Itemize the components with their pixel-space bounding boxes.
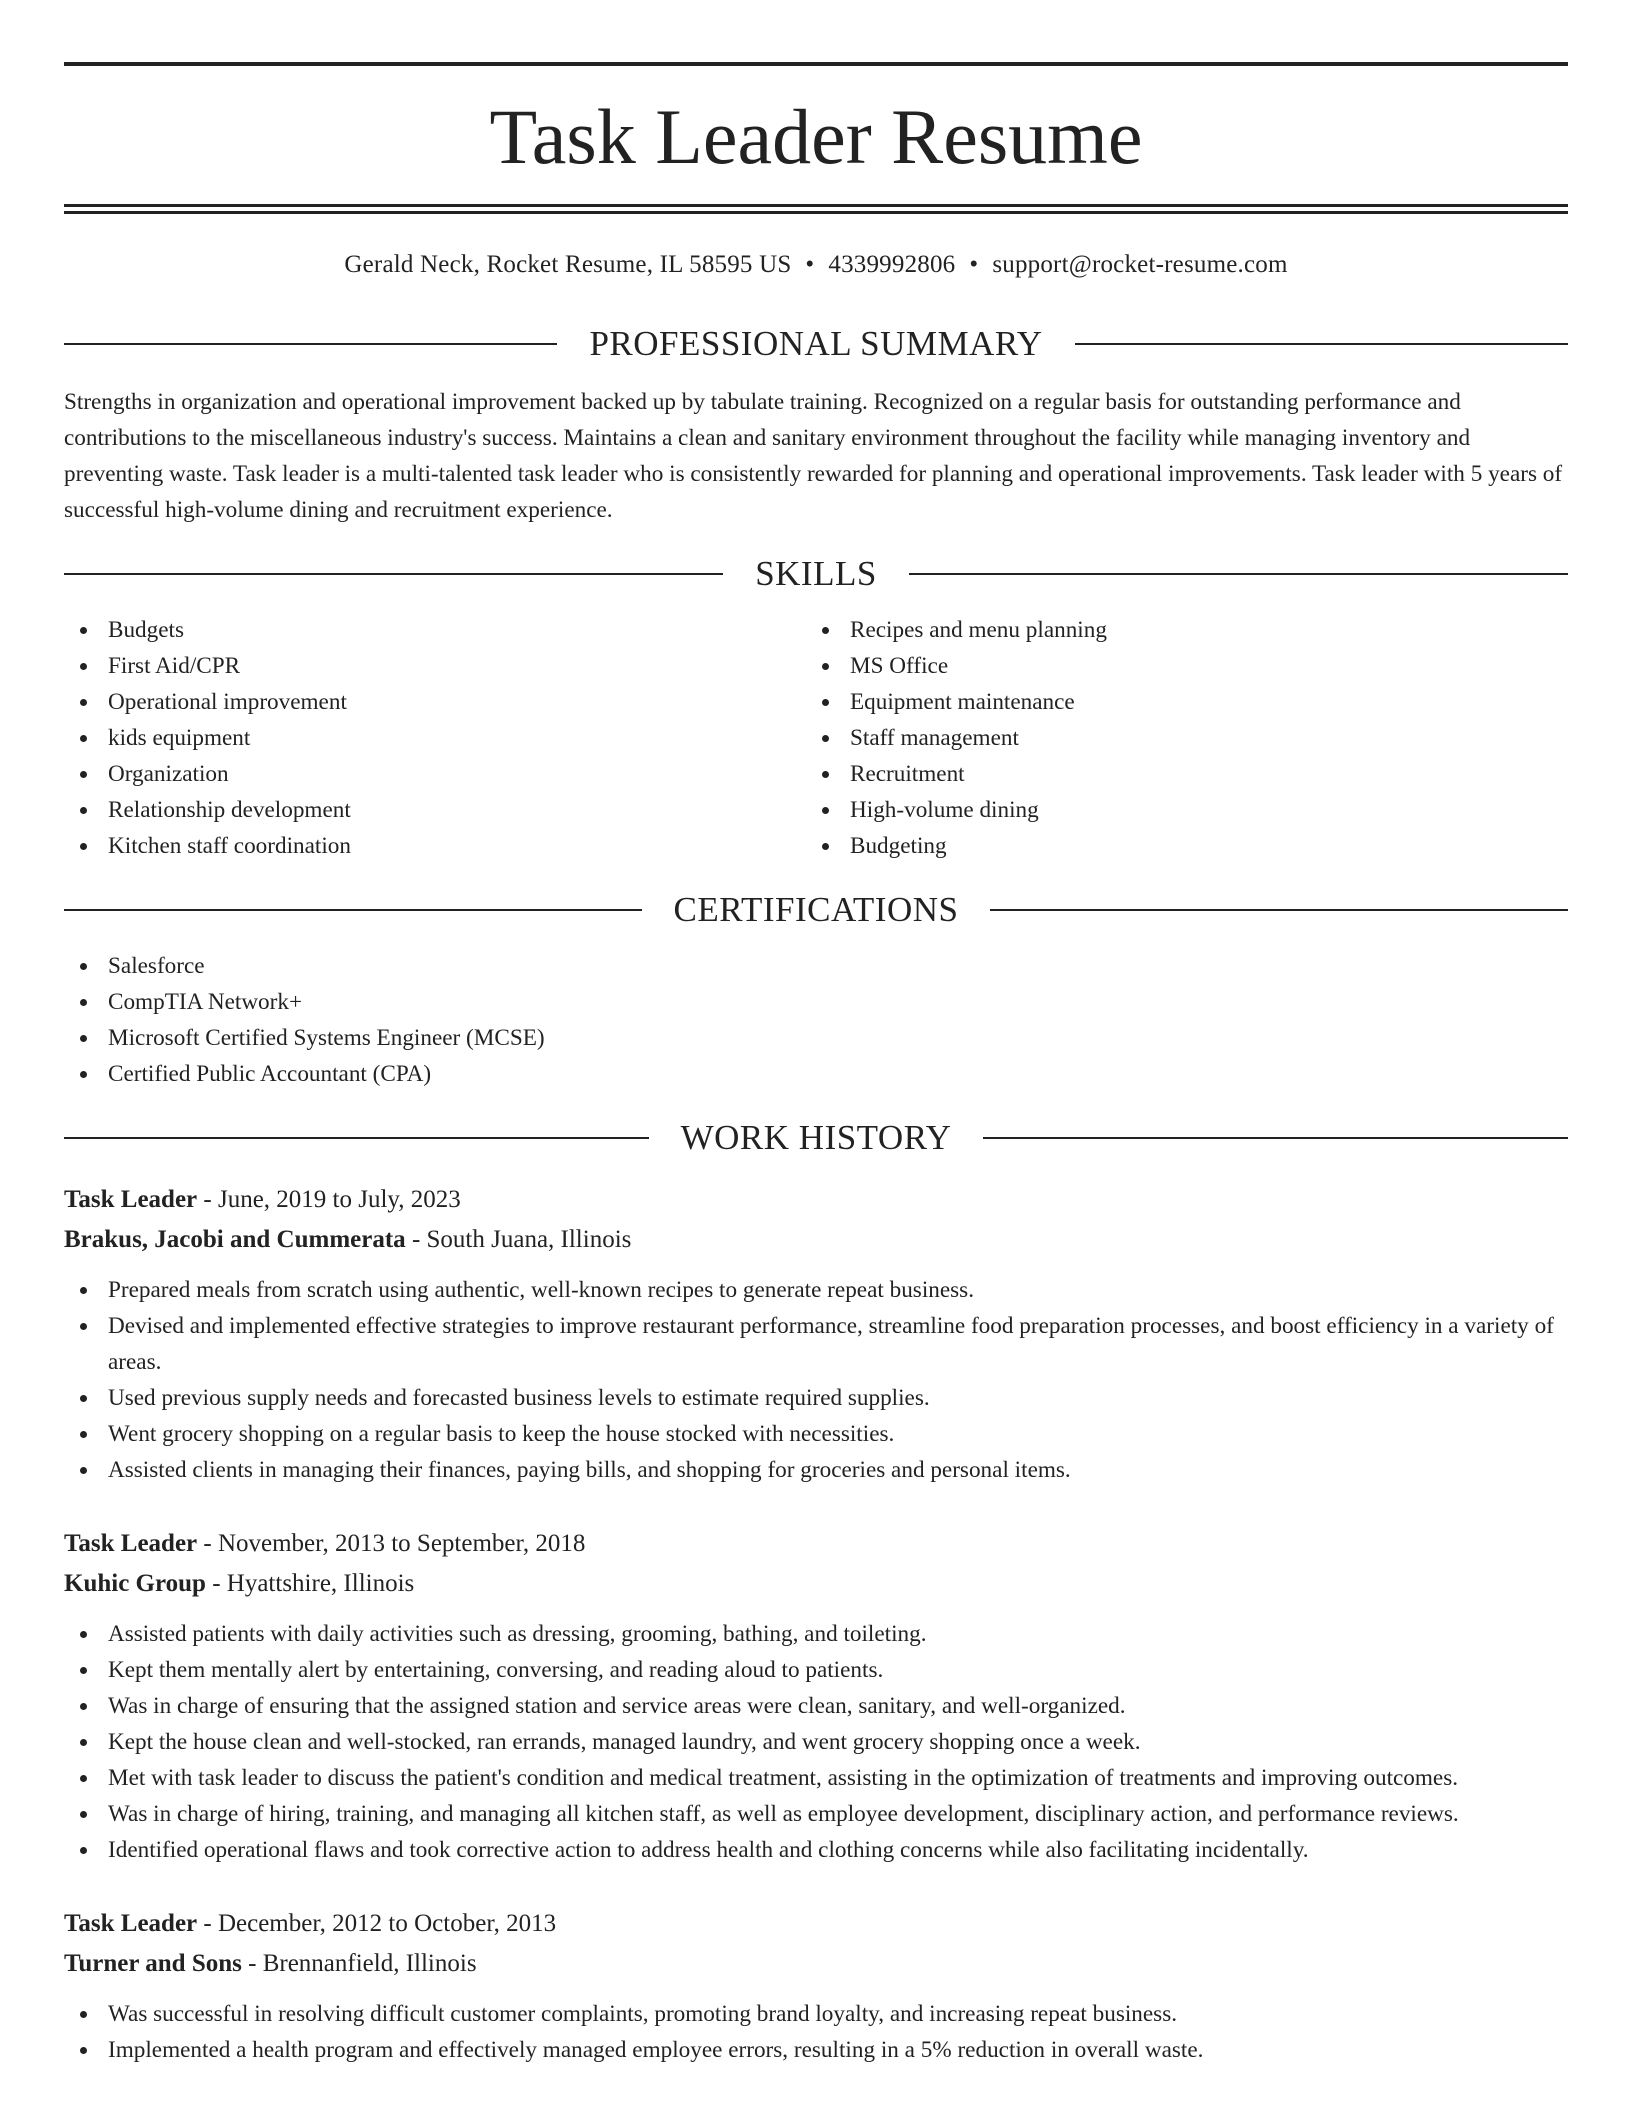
skills-column-right: [806, 612, 1548, 864]
job-entry: [64, 1904, 1568, 2068]
summary-text: Strengths in organization and operational improvement backed up by tabulate training. Recognized on a regular basis for outstanding performance and contributions to the miscellaneous industry's success. Maintains a clean and sanitary environment throughout the facility while managing inventory and preventing waste. Task leader is a multi-talented task leader who is consistently rewarded for planning and operational improvements. Task leader with 5 years of successful high-volume dining and recruitment experience.: [64, 389, 1563, 523]
job-title-line: [64, 1524, 1568, 1564]
job-duty: Kept the house clean and well-stocked, ran errands, managed laundry, and went grocery shopping once a week.: [64, 1724, 1568, 1760]
job-duty: Assisted clients in managing their finances, paying bills, and shopping for groceries and personal items.: [64, 1452, 1568, 1488]
contact-address: Gerald Neck, Rocket Resume, IL 58595 US: [344, 251, 792, 278]
job-company-line: [64, 1220, 1568, 1260]
section-heading-certifications: [64, 890, 1568, 930]
skill-item: First Aid/CPR: [64, 648, 806, 684]
contact-line: [64, 250, 1568, 280]
skill-item: High-volume dining: [806, 792, 1548, 828]
heading-rule: [990, 909, 1568, 911]
heading-rule: [909, 573, 1568, 575]
heading-rule: [64, 573, 723, 575]
skill-item: Recipes and menu planning: [806, 612, 1548, 648]
job-role: Task Leader: [64, 1186, 198, 1213]
job-duty: Devised and implemented effective strategies to improve restaurant performance, streamline food preparation processes, and boost efficiency in a variety of areas.: [64, 1308, 1568, 1380]
job-company-line: [64, 1944, 1568, 1984]
skill-item: Kitchen staff coordination: [64, 828, 806, 864]
job-duty: Identified operational flaws and took corrective action to address health and clothing concerns while also facilitating incidentally.: [64, 1832, 1568, 1868]
skills-column-left: [64, 612, 806, 864]
skill-item: kids equipment: [64, 720, 806, 756]
skill-item: Relationship development: [64, 792, 806, 828]
skill-item: Operational improvement: [64, 684, 806, 720]
job-dates: - June, 2019 to July, 2023: [197, 1186, 461, 1213]
job-duty: Met with task leader to discuss the patient's condition and medical treatment, assisting in the optimization of treatments and improving outcomes.: [64, 1760, 1568, 1796]
certification-item: Certified Public Accountant (CPA): [64, 1056, 1568, 1092]
job-role: Task Leader: [64, 1530, 198, 1557]
job-entry: [64, 1180, 1568, 1488]
job-duty: Used previous supply needs and forecasted business levels to estimate required supplies.: [64, 1380, 1568, 1416]
heading-rule: [1075, 343, 1568, 345]
certification-item: CompTIA Network+: [64, 984, 1568, 1020]
contact-separator: •: [969, 251, 979, 278]
title-double-rule: [64, 204, 1568, 214]
skill-item: Organization: [64, 756, 806, 792]
skill-item: Equipment maintenance: [806, 684, 1548, 720]
job-entry: [64, 1524, 1568, 1868]
job-duty: Was in charge of hiring, training, and managing all kitchen staff, as well as employee development, disciplinary action, and performance reviews.: [64, 1796, 1568, 1832]
section-title: SKILLS: [755, 554, 877, 593]
job-title-line: [64, 1904, 1568, 1944]
heading-rule: [64, 1137, 649, 1139]
job-duty: Implemented a health program and effectively managed employee errors, resulting in a 5% reduction in overall waste.: [64, 2032, 1568, 2068]
job-duty: Was in charge of ensuring that the assigned station and service areas were clean, sanitary, and well-organized.: [64, 1688, 1568, 1724]
job-location: - Hyattshire, Illinois: [205, 1570, 415, 1597]
contact-phone: 4339992806: [828, 251, 956, 278]
job-duty: Assisted patients with daily activities such as dressing, grooming, bathing, and toileting.: [64, 1616, 1568, 1652]
top-rule: [64, 62, 1568, 66]
certification-item: Salesforce: [64, 948, 1568, 984]
job-company: Turner and Sons: [64, 1950, 242, 1977]
section-heading-summary: [64, 324, 1568, 364]
certification-item: Microsoft Certified Systems Engineer (MCSE): [64, 1020, 1568, 1056]
job-duties: [64, 1272, 1568, 1488]
skills-grid: [64, 612, 1568, 864]
contact-email: support@rocket-resume.com: [992, 251, 1288, 278]
job-duties: [64, 1996, 1568, 2068]
section-title: CERTIFICATIONS: [673, 890, 959, 929]
job-company: Brakus, Jacobi and Cummerata: [64, 1226, 406, 1253]
skill-item: Budgets: [64, 612, 806, 648]
job-title-line: [64, 1180, 1568, 1220]
contact-separator: •: [805, 251, 815, 278]
job-duties: [64, 1616, 1568, 1868]
skill-item: Staff management: [806, 720, 1548, 756]
heading-rule: [983, 1137, 1568, 1139]
skill-item: MS Office: [806, 648, 1548, 684]
job-company: Kuhic Group: [64, 1570, 206, 1597]
section-title: PROFESSIONAL SUMMARY: [589, 324, 1043, 363]
skill-item: Recruitment: [806, 756, 1548, 792]
job-duty: Was successful in resolving difficult customer complaints, promoting brand loyalty, and increasing repeat business.: [64, 1996, 1568, 2032]
job-dates: - December, 2012 to October, 2013: [197, 1910, 557, 1937]
resume-page: [64, 0, 1568, 2068]
skill-item: Budgeting: [806, 828, 1548, 864]
section-title: WORK HISTORY: [680, 1118, 952, 1157]
job-role: Task Leader: [64, 1910, 198, 1937]
heading-rule: [64, 909, 642, 911]
job-location: - South Juana, Illinois: [405, 1226, 632, 1253]
job-dates: - November, 2013 to September, 2018: [197, 1530, 586, 1557]
job-duty: Went grocery shopping on a regular basis to keep the house stocked with necessities.: [64, 1416, 1568, 1452]
resume-title: Task Leader Resume: [489, 93, 1143, 180]
heading-rule: [64, 343, 557, 345]
job-duty: Prepared meals from scratch using authentic, well-known recipes to generate repeat business.: [64, 1272, 1568, 1308]
section-heading-work-history: [64, 1118, 1568, 1158]
section-heading-skills: [64, 554, 1568, 594]
job-location: - Brennanfield, Illinois: [241, 1950, 477, 1977]
job-duty: Kept them mentally alert by entertaining, conversing, and reading aloud to patients.: [64, 1652, 1568, 1688]
job-company-line: [64, 1564, 1568, 1604]
certifications-list: [64, 948, 1568, 1092]
